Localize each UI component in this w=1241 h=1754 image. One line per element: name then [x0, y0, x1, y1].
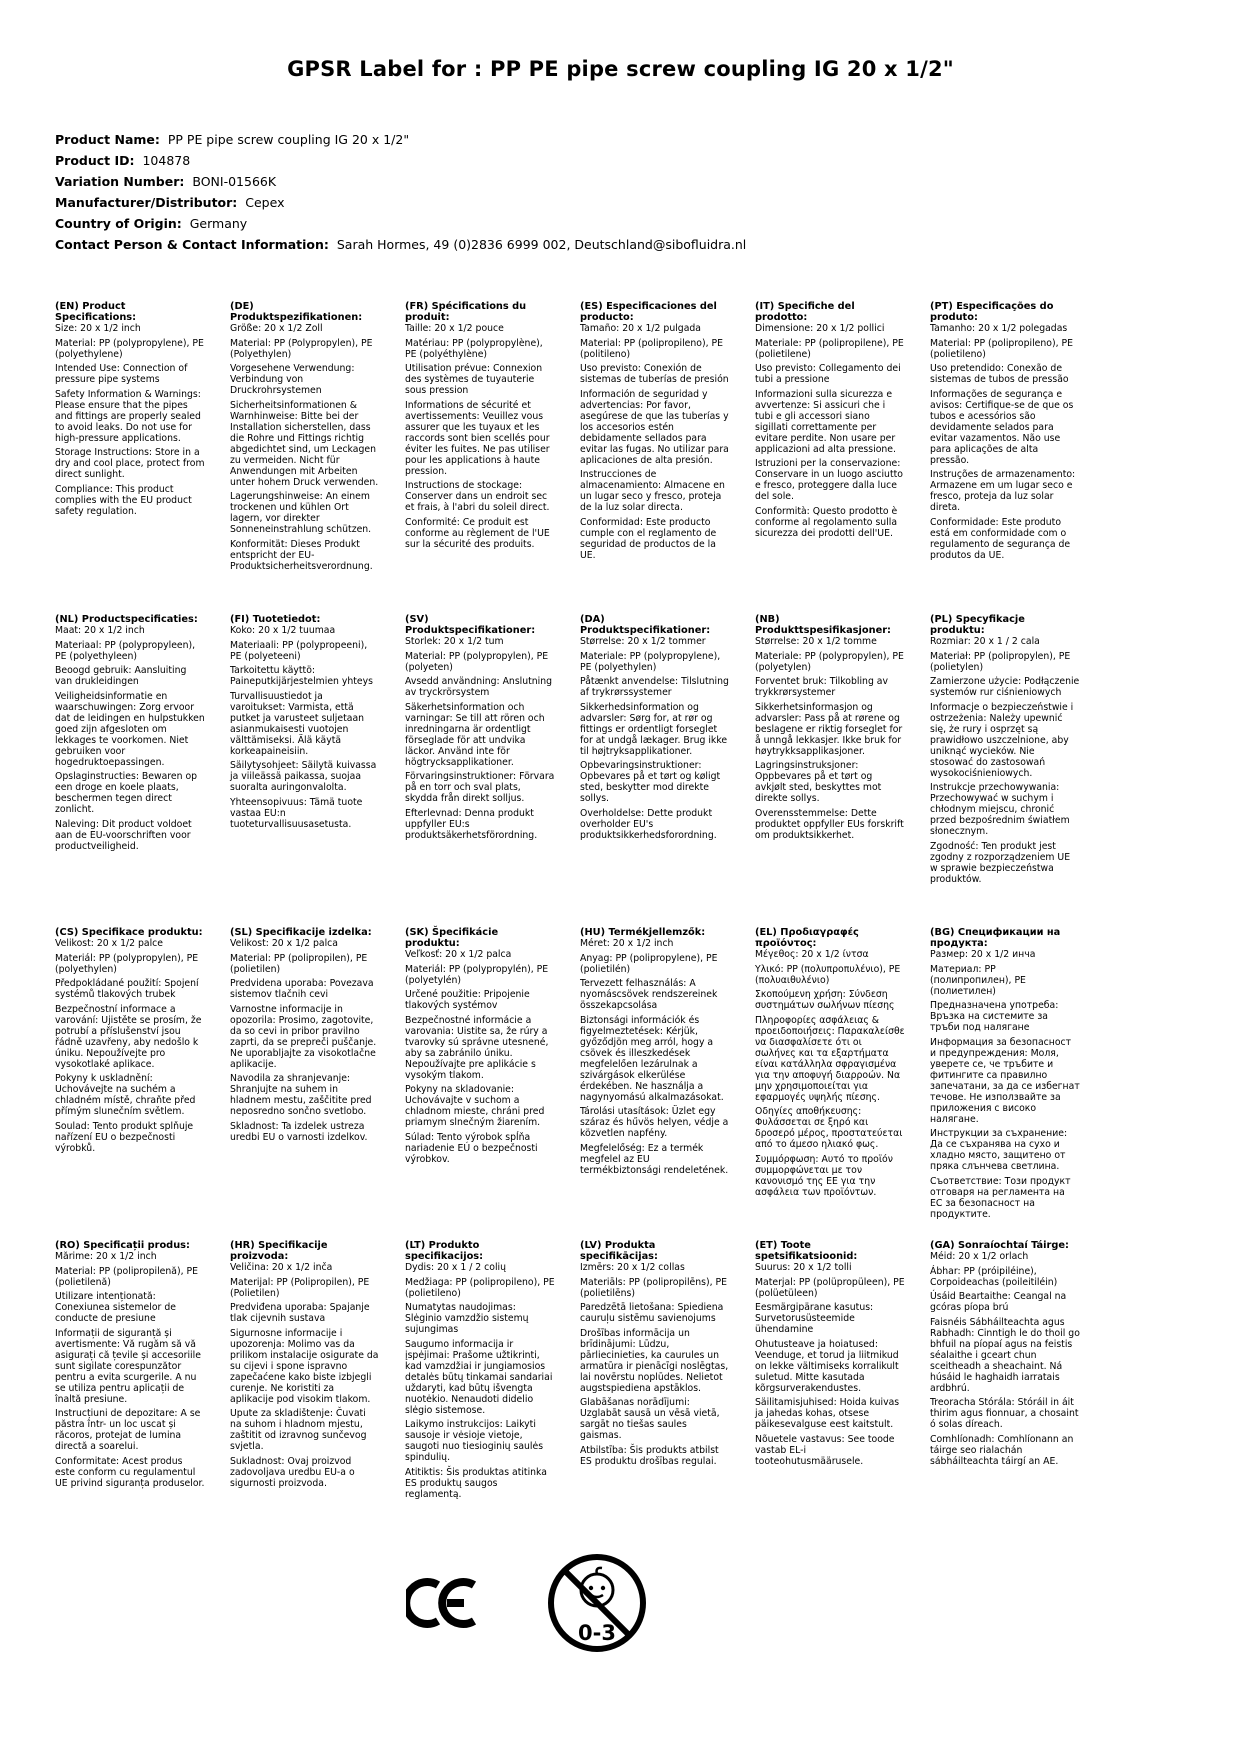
lang-block-paragraph: Πληροφορίες ασφάλειας & προειδοποιήσεις: Παρακαλείσθε να διασφαλίσετε ότι οι σωλήνες και τα εξαρτήματα είναι κατάλληλα σφραγισμένα για την αποφυγή διαρροών. Να μην χρησιμοποιείται για εφαρμογές υψηλής πίεσης.	[755, 1014, 905, 1103]
lang-block-paragraph: Glabāšanas norādījumi: Uzglabāt sausā un vēsā vietā, sargāt no tiešas saules gaismas.	[580, 1397, 720, 1441]
lang-block-paragraph: Uso pretendido: Conexão de sistemas de tubos de pressão	[930, 363, 1069, 385]
lang-block-paragraph: Material: PP (polypropylene), PE (polyethylene)	[55, 337, 204, 360]
lang-block-paragraph: Materiaal: PP (polypropyleen), PE (polyethyleen)	[55, 639, 196, 662]
product-info-line	[55, 234, 1241, 255]
lang-block-paragraph: Atitiktis: Šis produktas atitinka ES produktų saugos reglamentą.	[405, 1466, 547, 1500]
lang-block-paragraph: Upute za skladištenje: Čuvati na suhom i hladnom mjestu, zaštitit od izravnog sunčevog svjetla.	[230, 1408, 367, 1452]
lang-block-title: (RO) Specificații produs:	[55, 1240, 190, 1251]
lang-block-paragraph: Påtænkt anvendelse: Tilslutning af trykrørssystemer	[580, 676, 729, 698]
lang-block-paragraph: Velikost: 20 x 1/2 palca	[230, 938, 338, 949]
lang-block-paragraph: Overensstemmelse: Dette produktet oppfyller EUs forskrift om produktsikkerhet.	[755, 807, 904, 841]
lang-block-paragraph: Materiāls: PP (polipropilēns), PE (polietilēns)	[580, 1276, 727, 1299]
lang-block-paragraph: Sikkerhetsinformasjon og advarsler: Pass på at rørene og beslagene er riktig forseglet for å unngå lekkasjer. Ikke bruk for høytrykksapplikasjoner.	[755, 701, 903, 757]
lang-block-paragraph: Naleving: Dit product voldoet aan de EU-voorschriften voor productveiligheid.	[55, 818, 192, 852]
product-info-line	[55, 150, 1241, 171]
lang-block-title: (EN) Product Specifications:	[55, 301, 137, 323]
lang-block-paragraph: Súlad: Tento výrobok spĺňa nariadenie EÚ o bezpečnosti výrobkov.	[405, 1131, 538, 1165]
lang-block-paragraph: Material: PP (polipropilenă), PE (polietilenă)	[55, 1265, 199, 1288]
lang-block-paragraph: Overholdelse: Dette produkt overholder EU's produktsikkerhedsforordning.	[580, 807, 717, 841]
lang-block-paragraph: Méret: 20 x 1/2 inch	[580, 938, 674, 949]
lang-block-paragraph: Materiaali: PP (polypropeeni), PE (polyeteeni)	[230, 639, 368, 662]
product-info-line	[55, 213, 1241, 234]
lang-block-paragraph: Uso previsto: Collegamento dei tubi a pressione	[755, 363, 901, 385]
product-info-value: Cepex	[237, 195, 285, 210]
lang-block-paragraph: Eesmärgipärane kasutus: Survetorusüsteemide ühendamine	[755, 1302, 874, 1335]
lang-block-paragraph: Předpokládané použití: Spojení systémů tlakových trubek	[55, 978, 199, 1000]
lang-block-de	[230, 301, 380, 614]
lang-block-paragraph: Sigurnosne informacije i upozorenja: Molimo vas da prilikom instalacije osigurate da su cijevi i spone ispravno zapečaćene kako biste izbjegli curenje. Ne koristiti za aplikacije pod visokim tlakom.	[230, 1327, 379, 1405]
lang-block-paragraph: Informazioni sulla sicurezza e avvertenze: Si assicuri che i tubi e gli accessori siano sigillati correttamente per evitare perdite. Non usare per applicazioni ad alta pressione.	[755, 388, 896, 455]
lang-block-paragraph: Megfelelőség: Ez a termék megfelel az EU termékbiztonsági rendeletének.	[580, 1142, 729, 1176]
lang-block-paragraph: Säilitamisjuhised: Hoida kuivas ja jahedas kohas, otsese päikesevalguse eest kaitstult.	[755, 1397, 900, 1430]
lang-block-paragraph: Koko: 20 x 1/2 tuumaa	[230, 625, 336, 636]
lang-block-paragraph: Numatytas naudojimas: Slėginio vamzdžio sistemų sujungimas	[405, 1302, 529, 1335]
ce-mark-icon	[406, 1574, 476, 1636]
lang-block-title: (NL) Productspecificaties:	[55, 614, 198, 625]
lang-block-paragraph: Mărime: 20 x 1/2 inch	[55, 1251, 157, 1262]
lang-block-paragraph: Instrukcje przechowywania: Przechowywać w suchym i chłodnym miejscu, chronić przed bezpośrednim światłem słonecznym.	[930, 782, 1070, 837]
lang-block-title: (DE) Produktspezifikationen:	[230, 301, 363, 323]
product-info-line	[55, 129, 1241, 150]
lang-block-hr	[230, 1240, 380, 1553]
lang-block-paragraph: Instruções de armazenamento: Armazene em um lugar seco e fresco, proteja da luz solar direta.	[930, 469, 1076, 513]
lang-block-sl	[230, 927, 380, 1240]
lang-block-title: (FI) Tuotetiedot:	[230, 614, 321, 625]
product-info-label: Product Name:	[55, 132, 160, 147]
lang-block-paragraph: Размер: 20 x 1/2 инча	[930, 949, 1036, 960]
lang-block-paragraph: Οδηγίες αποθήκευσης: Φυλάσσεται σε ξηρό και δροσερό μέρος, προστατεύεται από το άμεσο ηλιακό φως.	[755, 1106, 903, 1150]
lang-block-paragraph: Conformité: Ce produit est conforme au règlement de l'UE sur la sécurité des produits.	[405, 516, 550, 550]
lang-block-nl	[55, 614, 205, 927]
product-info-line	[55, 171, 1241, 192]
lang-block-sk	[405, 927, 555, 1240]
lang-block-es	[580, 301, 730, 614]
lang-block-paragraph: Material: PP (polypropylen), PE (polyeten)	[405, 650, 549, 673]
lang-block-title: (SL) Specifikacije izdelka:	[230, 927, 372, 938]
lang-block-paragraph: Paredzētā lietošana: Spiediena cauruļu sistēmu savienojums	[580, 1302, 724, 1324]
lang-block-cs	[55, 927, 205, 1240]
lang-block-paragraph: Safety Information & Warnings: Please ensure that the pipes and fittings are properly sealed to avoid leaks. Do not use for high-pressure applications.	[55, 388, 201, 444]
lang-block-paragraph: Efterlevnad: Denna produkt uppfyller EU:s produktsäkerhetsförordning.	[405, 807, 538, 841]
lang-block-en	[55, 301, 205, 614]
age-warning-0-3-icon	[546, 1552, 648, 1658]
product-info-label: Product ID:	[55, 153, 135, 168]
lang-block-fi	[230, 614, 380, 927]
lang-block-paragraph: Vorgesehene Verwendung: Verbindung von Druckrohrsystemen	[230, 363, 355, 396]
lang-block-paragraph: Σκοπούμενη χρήση: Σύνδεση συστημάτων σωλήνων πίεσης	[755, 989, 895, 1011]
lang-block-paragraph: Sikkerhedsinformation og advarsler: Sørg for, at rør og fittings er ordentligt forseglet for at undgå lækager. Brug ikke til højtryksapplikationer.	[580, 701, 728, 757]
lang-block-paragraph: Forventet bruk: Tilkobling av trykkrørsystemer	[755, 676, 889, 698]
product-info-value: BONI-01566K	[184, 174, 277, 189]
lang-block-title: (NB) Produkttspesifikasjoner:	[755, 614, 891, 636]
lang-block-paragraph: Zamierzone użycie: Podłączenie systemów rur ciśnieniowych	[930, 676, 1080, 698]
lang-block-paragraph: Lagringsinstruksjoner: Oppbevares på et tørt og avkjølt sted, beskyttes mot direkte sollys.	[755, 760, 882, 804]
lang-block-it	[755, 301, 905, 614]
lang-block-paragraph: Συμμόρφωση: Αυτό το προϊόν συμμορφώνεται με τον κανονισμό της ΕΕ για την ασφάλεια των προϊόντων.	[755, 1153, 893, 1198]
lang-block-paragraph: Dimensione: 20 x 1/2 pollici	[755, 323, 885, 334]
lang-block-paragraph: Utilisation prévue: Connexion des systèmes de tuyauterie sous pression	[405, 363, 543, 396]
lang-block-paragraph: Laikymo instrukcijos: Laikyti sausoje ir vėsioje vietoje, saugoti nuo tiesioginių saulės spindulių.	[405, 1419, 544, 1463]
lang-block-paragraph: Μέγεθος: 20 x 1/2 ίντσα	[755, 949, 869, 960]
lang-block-paragraph: Tarkoitettu käyttö: Paineputkijärjestelmien yhteys	[230, 665, 373, 687]
lang-block-paragraph: Предназначена употреба: Връзка на системите за тръби под налягане	[930, 1000, 1059, 1033]
lang-block-paragraph: Инструкции за съхранение: Да се съхранява на сухо и хладно място, защитено от пряка слънчева светлина.	[930, 1128, 1068, 1172]
lang-block-paragraph: Dydis: 20 x 1 / 2 colių	[405, 1262, 507, 1273]
lang-block-paragraph: Ohutusteave ja hoiatused: Veenduge, et torud ja liitmikud on lekke vältimiseks korralikult suletud. Mitte kasutada kõrgsurverakendustes.	[755, 1338, 899, 1394]
lang-block-paragraph: Tárolási utasítások: Üzlet egy száraz és hűvös helyen, védje a közvetlen napfény.	[580, 1106, 729, 1139]
lang-block-paragraph: Størrelse: 20 x 1/2 tomme	[755, 636, 877, 647]
lang-block-paragraph: Informações de segurança e avisos: Certifique-se de que os tubos e acessórios são devidamente selados para evitar vazamentos. Não use para aplicações de alta pressão.	[930, 388, 1074, 466]
lang-block-paragraph: Soulad: Tento produkt splňuje nařízení EU o bezpečnosti výrobků.	[55, 1120, 194, 1154]
lang-block-ro	[55, 1240, 205, 1553]
lang-block-lt	[405, 1240, 555, 1553]
lang-block-paragraph: Storage Instructions: Store in a dry and cool place, protect from direct sunlight.	[55, 447, 205, 480]
lang-block-ga	[930, 1240, 1080, 1553]
lang-block-paragraph: Conformidade: Este produto está em conformidade com o regulamento de segurança de produtos da UE.	[930, 516, 1071, 561]
lang-block-paragraph: Opslaginstructies: Bewaren op een droge en koele plaats, beschermen tegen direct zonlicht.	[55, 771, 198, 815]
lang-block-paragraph: Anyag: PP (polipropylene), PE (polietilén)	[580, 952, 718, 975]
lang-block-paragraph: Информация за безопасност и предупреждения: Моля, уверете се, че тръбите и фитингите са правилно запечатани, за да се избегнат течове. Не използвайте за приложения с високо налягане.	[930, 1036, 1080, 1125]
lang-block-paragraph: Size: 20 x 1/2 inch	[55, 323, 141, 334]
lang-block-paragraph: Maat: 20 x 1/2 inch	[55, 625, 145, 636]
product-info-label: Variation Number:	[55, 174, 185, 189]
language-blocks-grid	[55, 301, 1241, 1553]
lang-block-paragraph: Material: PP (polipropileno), PE (politileno)	[580, 337, 723, 360]
lang-block-paragraph: Instructions de stockage: Conserver dans un endroit sec et frais, à l'abri du soleil direct.	[405, 480, 550, 513]
lang-block-paragraph: Compliance: This product complies with the EU product safety regulation.	[55, 483, 192, 517]
lang-block-paragraph: Conformidad: Este producto cumple con el reglamento de seguridad de productos de la UE.	[580, 516, 717, 561]
lang-block-paragraph: Drošības informācija un brīdinājumi: Lūdzu, pārliecinieties, ka caurules un armatūra ir pienācīgi noslēgtas, lai novērstu noplūdes. Nelietot augstspiediena apstāklos.	[580, 1327, 729, 1394]
lang-block-paragraph: Ábhar: PP (próipiléine), Corpoideachas (poileitiléin)	[930, 1265, 1058, 1288]
lang-block-paragraph: Saugumo informacija ir įspėjimai: Prašome užtikrinti, kad vamzdžiai ir jungiamosios detalės būtų tinkamai sandariai uždaryti, kad būtų išvengta nuotėkio. Nenaudoti didelio slėgio sistemose.	[405, 1338, 553, 1416]
lang-block-paragraph: Conformità: Questo prodotto è conforme al regolamento sulla sicurezza dei prodotti dell'UE.	[755, 505, 898, 539]
lang-block-paragraph: Veličina: 20 x 1/2 inča	[230, 1262, 333, 1273]
lang-block-fr	[405, 301, 555, 614]
lang-block-title: (FR) Spécifications du produit:	[405, 301, 527, 323]
lang-block-paragraph: Conformitate: Acest produs este conform cu regulamentul UE privind siguranța produselor.	[55, 1455, 205, 1489]
lang-block-paragraph: Faisnéis Sábháilteachta agus Rabhadh: Cinntigh le do thoil go bhfuil na píopaí agus na feistis séalaithe i gceart chun sceitheadh a sheachaint. Ná húsáid le haghaidh iarratais ardbhrú.	[930, 1316, 1080, 1394]
product-info-line	[55, 192, 1241, 213]
lang-block-paragraph: Matériau: PP (polypropylène), PE (polyéthylène)	[405, 337, 543, 360]
lang-block-paragraph: Určené použitie: Pripojenie tlakových systémov	[405, 989, 530, 1011]
lang-block-paragraph: Velikost: 20 x 1/2 palce	[55, 938, 164, 949]
lang-block-paragraph: Tervezett felhasználás: A nyomáscsövek rendszereinek összekapcsolása	[580, 978, 718, 1011]
lang-block-paragraph: Материал: PP (полипропилен), PE (полиетилен)	[930, 963, 1026, 997]
lang-block-paragraph: Tamaño: 20 x 1/2 pulgada	[580, 323, 701, 334]
lang-block-da	[580, 614, 730, 927]
lang-block-paragraph: Съответствие: Този продукт отговаря на регламента на ЕС за безопасност на продуктите.	[930, 1175, 1071, 1220]
lang-block-paragraph: Sicherheitsinformationen & Warnhinweise: Bitte bei der Installation sicherstellen, dass die Rohre und Fittings richtig abgedichtet sind, um Leckagen zu vermeiden. Nicht für Anwendungen mit Arbeiten unter hohem Druck verwenden.	[230, 399, 379, 488]
lang-block-bg	[930, 927, 1080, 1240]
lang-block-paragraph: Bezpečnostné informácie a varovania: Uistite sa, že rúry a tvarovky sú správne utesnené, aby sa zabránilo úniku. Nepoužívajte pre aplikácie s vysokým tlakom.	[405, 1014, 549, 1081]
lang-block-paragraph: Materiale: PP (polipropilene), PE (polietilene)	[755, 337, 904, 360]
lang-block-paragraph: Materiál: PP (polypropylen), PE (polyethylen)	[55, 952, 199, 975]
lang-block-paragraph: Informacje o bezpieczeństwie i ostrzeżenia: Należy upewnić się, że rury i osprzęt są prawidłowo uszczelnione, aby uniknąć wycieków. Nie stosować do zastosowań wysokociśnieniowych.	[930, 701, 1074, 779]
lang-block-pt	[930, 301, 1080, 614]
lang-block-paragraph: Informations de sécurité et avertissements: Veuillez vous assurer que les tuyaux et les raccords sont bien scellés pour éviter les fuites. Ne pas utiliser pour les applications à haute pression.	[405, 399, 550, 477]
lang-block-paragraph: Instrucciones de almacenamiento: Almacene en un lugar seco y fresco, proteja de la luz solar directa.	[580, 469, 725, 513]
lang-block-paragraph: Medžiaga: PP (polipropileno), PE (polietileno)	[405, 1276, 555, 1299]
lang-block-el	[755, 927, 905, 1240]
lang-block-paragraph: Säilytysohjeet: Säilytä kuivassa ja viileässä paikassa, suojaa suoralta auringonvalolta.	[230, 760, 377, 793]
lang-block-title: (SK) Špecifikácie produktu:	[405, 927, 499, 949]
lang-block-paragraph: Beoogd gebruik: Aansluiting van drukleidingen	[55, 665, 187, 687]
lang-block-paragraph: Tamanho: 20 x 1/2 polegadas	[930, 323, 1068, 334]
lang-block-paragraph: Intended Use: Connection of pressure pipe systems	[55, 363, 188, 385]
lang-block-paragraph: Material: PP (Polypropylen), PE (Polyethylen)	[230, 337, 373, 360]
lang-block-title: (PL) Specyfikacje produktu:	[930, 614, 1025, 636]
product-info-value: Sarah Hormes, 49 (0)2836 6999 002, Deutschland@sibofluidra.nl	[328, 237, 747, 252]
lang-block-paragraph: Sukladnost: Ovaj proizvod zadovoljava uredbu EU-a o sigurnosti proizvoda.	[230, 1455, 355, 1489]
lang-block-title: (ET) Toote spetsifikatsioonid:	[755, 1240, 858, 1262]
lang-block-paragraph: Materiale: PP (polypropylen), PE (polyetylen)	[755, 650, 904, 673]
lang-block-paragraph: Zgodność: Ten produkt jest zgodny z rozporządzeniem UE w sprawie bezpieczeństwa produktów.	[930, 840, 1071, 885]
lang-block-title: (CS) Specifikace produktu:	[55, 927, 203, 938]
page-title: GPSR Label for : PP PE pipe screw coupling IG 20 x 1/2"	[287, 57, 954, 81]
lang-block-paragraph: Materjal: PP (polüpropüleen), PE (polüetüleen)	[755, 1276, 905, 1299]
product-info-value: PP PE pipe screw coupling IG 20 x 1/2"	[159, 132, 410, 147]
lang-block-paragraph: Material: PP (polipropileno), PE (polietileno)	[930, 337, 1073, 360]
product-info-value: Germany	[181, 216, 248, 231]
lang-block-paragraph: Veľkosť: 20 x 1/2 palca	[405, 949, 512, 960]
lang-block-paragraph: Predviđena uporaba: Spajanje tlak cijevnih sustava	[230, 1302, 370, 1324]
lang-block-paragraph: Storlek: 20 x 1/2 tum	[405, 636, 504, 647]
lang-block-paragraph: Comhlíonadh: Comhlíonann an táirge seo rialachán sábháilteachta táirgí an AE.	[930, 1433, 1074, 1467]
lang-block-title: (GA) Sonraíochtaí Táirge:	[930, 1240, 1069, 1251]
lang-block-nb	[755, 614, 905, 927]
lang-block-paragraph: Treoracha Stórála: Stóráil in áit thirim agus fionnuar, a chosaint ó solas díreach.	[930, 1397, 1079, 1430]
lang-block-pl	[930, 614, 1080, 927]
age-warning-label: 0-3	[577, 1621, 616, 1645]
lang-block-title: (SV) Produktspecifikationer:	[405, 614, 536, 636]
lang-block-et	[755, 1240, 905, 1553]
lang-block-title: (LT) Produkto specifikacijos:	[405, 1240, 484, 1262]
lang-block-title: (HU) Termékjellemzők:	[580, 927, 706, 938]
footer-symbols	[0, 1552, 1147, 1658]
lang-block-title: (IT) Specifiche del prodotto:	[755, 301, 855, 323]
product-info-label: Contact Person & Contact Information:	[55, 237, 329, 252]
lang-block-paragraph: Utilizare intenționată: Conexiunea sistemelor de conducte de presiune	[55, 1291, 176, 1324]
lang-block-paragraph: Størrelse: 20 x 1/2 tommer	[580, 636, 706, 647]
lang-block-paragraph: Predvidena uporaba: Povezava sistemov tlačnih cevi	[230, 978, 374, 1000]
lang-block-paragraph: Yhteensopivuus: Tämä tuote vastaa EU:n tuoteturvallisuusasetusta.	[230, 796, 363, 830]
lang-block-paragraph: Bezpečnostní informace a varování: Ujistěte se prosím, že potrubí a příslušenství jsou řádně uzavřeny, aby nedošlo k úniku. Nepoužívejte pro vysokotlaké aplikace.	[55, 1003, 202, 1070]
lang-block-paragraph: Größe: 20 x 1/2 Zoll	[230, 323, 323, 334]
lang-block-paragraph: Skladnost: Ta izdelek ustreza uredbi EU o varnosti izdelkov.	[230, 1120, 368, 1143]
lang-block-sv	[405, 614, 555, 927]
lang-block-paragraph: Veiligheidsinformatie en waarschuwingen: Zorg ervoor dat de leidingen en hulpstukken goed zijn afgesloten om lekkages te voorkomen. Niet gebruiken voor hogedruktoepassingen.	[55, 690, 205, 768]
lang-block-title: (PT) Especificações do produto:	[930, 301, 1054, 323]
lang-block-title: (LV) Produkta specifikācijas:	[580, 1240, 658, 1262]
lang-block-paragraph: Förvaringsinstruktioner: Förvara på en torr och sval plats, skydda från direkt solljus.	[405, 771, 555, 804]
lang-block-paragraph: Materiale: PP (polypropylene), PE (polyethylen)	[580, 650, 721, 673]
lang-block-paragraph: Informații de siguranță și avertismente: Vă rugăm să vă asigurați că țevile și accesoriile sunt sigilate corespunzător pentru a evita scurgerile. A nu se utiliza pentru aplicații de înaltă presiune.	[55, 1327, 201, 1405]
lang-block-paragraph: Materiál: PP (polypropylén), PE (polyetylén)	[405, 963, 549, 986]
lang-block-title: (ES) Especificaciones del producto:	[580, 301, 717, 323]
lang-block-title: (BG) Спецификации на продукта:	[930, 927, 1061, 949]
lang-block-hu	[580, 927, 730, 1240]
lang-block-paragraph: Materiał: PP (polipropylen), PE (polietylen)	[930, 650, 1071, 673]
lang-block-paragraph: Suurus: 20 x 1/2 tolli	[755, 1262, 852, 1273]
lang-block-paragraph: Atbilstība: Šis produkts atbilst ES produktu drošības regulai.	[580, 1444, 719, 1467]
lang-block-paragraph: Pokyny k uskladnění: Uchovávejte na suchém a chladném místě, chraňte před přímým slunečním světlem.	[55, 1073, 196, 1117]
lang-block-paragraph: Pokyny na skladovanie: Uchovávajte v suchom a chladnom mieste, chráni pred priamym slnečným žiarením.	[405, 1084, 545, 1128]
lang-block-paragraph: Información de seguridad y advertencias: Por favor, asegúrese de que las tuberías y los accesorios estén debidamente sellados para evitar las fugas. No utilizar para aplicaciones de alta presión.	[580, 388, 729, 466]
lang-block-paragraph: Konformität: Dieses Produkt entspricht der EU-Produktsicherheitsverordnung.	[230, 538, 373, 572]
lang-block-paragraph: Lagerungshinweise: An einem trockenen und kühlen Ort lagern, vor direkter Sonneneinstrahlung schützen.	[230, 491, 372, 535]
lang-block-paragraph: Avsedd användning: Anslutning av tryckrörsystem	[405, 676, 553, 698]
lang-block-paragraph: Nõuetele vastavus: See toode vastab EL-i tooteohutusmäärusele.	[755, 1433, 895, 1467]
lang-block-paragraph: Méid: 20 x 1/2 orlach	[930, 1251, 1029, 1262]
lang-block-paragraph: Varnostne informacije in opozorila: Prosimo, zagotovite, da so cevi in pribor pravilno zaprti, da se prepreči puščanje. Ne uporabljajte za visokotlačne aplikacije.	[230, 1003, 377, 1070]
product-info-label: Manufacturer/Distributor:	[55, 195, 238, 210]
lang-block-title: (HR) Specifikacije proizvoda:	[230, 1240, 328, 1262]
product-info	[55, 129, 1241, 255]
lang-block-paragraph: Material: PP (polipropilen), PE (polietilen)	[230, 952, 368, 975]
lang-block-paragraph: Navodila za shranjevanje: Shranjujte na suhem in hladnem mestu, zaščitite pred neposredno sončno svetlobo.	[230, 1073, 372, 1117]
lang-block-paragraph: Instrucțiuni de depozitare: A se păstra într- un loc uscat și răcoros, protejat de lumina directă a soarelui.	[55, 1408, 201, 1452]
lang-block-paragraph: Turvallisuustiedot ja varoitukset: Varmista, että putket ja varusteet suljetaan asianmukaisesti vuotojen välttämiseksi. Älä käytä korkeapaineisiin.	[230, 690, 365, 757]
lang-block-paragraph: Biztonsági információk és figyelmeztetések: Kérjük, győződjön meg arról, hogy a csövek és illeszkedések megfelelően lezárulnak a szivárgások elkerülése érdekében. Ne használja a nagynyomású alkalmazásokat.	[580, 1014, 724, 1103]
lang-block-paragraph: Rozmiar: 20 x 1 / 2 cala	[930, 636, 1040, 647]
lang-block-lv	[580, 1240, 730, 1553]
lang-block-paragraph: Uso previsto: Conexión de sistemas de tuberías de presión	[580, 363, 729, 385]
lang-block-title: (DA) Produktspecifikationer:	[580, 614, 711, 636]
lang-block-paragraph: Taille: 20 x 1/2 pouce	[405, 323, 504, 334]
product-info-value: 104878	[134, 153, 191, 168]
lang-block-paragraph: Istruzioni per la conservazione: Conservare in un luogo asciutto e fresco, proteggere dalla luce del sole.	[755, 458, 903, 502]
lang-block-paragraph: Υλικό: PP (πολυπροπυλένιο), PE (πολυαιθυλένιο)	[755, 963, 901, 986]
lang-block-paragraph: Izmērs: 20 x 1/2 collas	[580, 1262, 685, 1273]
lang-block-paragraph: Úsáid Beartaithe: Ceangal na gcóras píopa brú	[930, 1291, 1067, 1313]
lang-block-paragraph: Opbevaringsinstruktioner: Opbevares på et tørt og køligt sted, beskytter mod direkte sollys.	[580, 760, 721, 804]
product-info-label: Country of Origin:	[55, 216, 182, 231]
lang-block-paragraph: Säkerhetsinformation och varningar: Se till att rören och inredningarna är ordentligt förseglade för att undvika läckor. Använd inte för högtrycksapplikationer.	[405, 701, 545, 768]
lang-block-title: (EL) Προδιαγραφές προϊόντος:	[755, 927, 859, 949]
lang-block-paragraph: Materijal: PP (Polipropilen), PE (Polietilen)	[230, 1276, 370, 1299]
